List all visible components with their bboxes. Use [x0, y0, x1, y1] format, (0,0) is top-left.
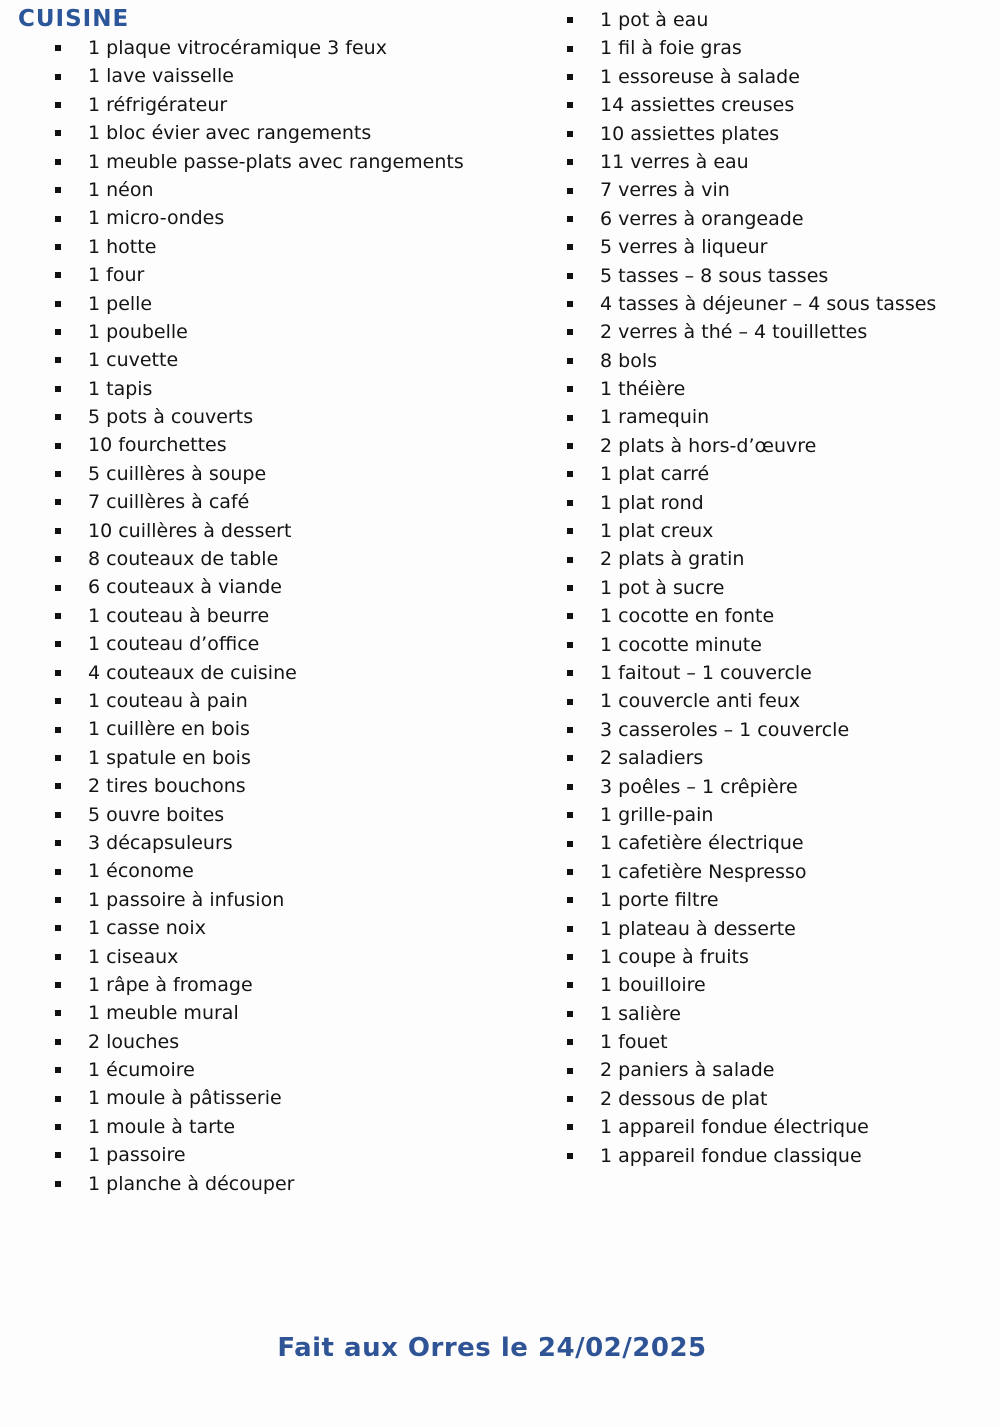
list-item: [55, 119, 464, 147]
list-item-label: 8 bols: [600, 349, 657, 372]
square-bullet-icon: [55, 1124, 61, 1130]
list-item: [55, 460, 464, 488]
list-item-label: 1 pelle: [88, 292, 153, 315]
list-item: [567, 971, 936, 999]
list-item-label: 1 spatule en bois: [88, 746, 251, 769]
square-bullet-icon: [55, 925, 61, 931]
list-item: [55, 943, 464, 971]
list-item-label: 2 paniers à salade: [600, 1059, 775, 1082]
list-item: [55, 545, 464, 573]
square-bullet-icon: [567, 613, 573, 619]
list-item: [55, 91, 464, 119]
square-bullet-icon: [567, 329, 573, 335]
square-bullet-icon: [567, 159, 573, 165]
list-item-label: 10 fourchettes: [88, 434, 227, 457]
list-item-label: 1 passoire à infusion: [88, 888, 285, 911]
square-bullet-icon: [55, 187, 61, 193]
list-item: [55, 630, 464, 658]
square-bullet-icon: [55, 471, 61, 477]
list-item: [567, 517, 936, 545]
square-bullet-icon: [55, 499, 61, 505]
list-item-label: 1 bloc évier avec rangements: [88, 122, 372, 145]
list-item: [55, 999, 464, 1027]
square-bullet-icon: [567, 528, 573, 534]
square-bullet-icon: [55, 897, 61, 903]
list-item-label: 1 micro-ondes: [88, 207, 225, 230]
list-item-label: 5 cuillères à soupe: [88, 462, 267, 485]
square-bullet-icon: [567, 784, 573, 790]
list-item: [55, 829, 464, 857]
square-bullet-icon: [567, 102, 573, 108]
list-item-label: 2 plats à gratin: [600, 548, 745, 571]
list-item-label: 8 couteaux de table: [88, 548, 279, 571]
list-item-label: 1 porte filtre: [600, 889, 719, 912]
square-bullet-icon: [567, 415, 573, 421]
list-item: [55, 290, 464, 318]
list-item-label: 7 verres à vin: [600, 179, 730, 202]
square-bullet-icon: [567, 443, 573, 449]
square-bullet-icon: [55, 443, 61, 449]
list-item-label: 1 casse noix: [88, 917, 206, 940]
square-bullet-icon: [55, 698, 61, 704]
list-item: [55, 1170, 464, 1198]
square-bullet-icon: [567, 46, 573, 52]
list-item: [567, 403, 936, 431]
list-item: [55, 204, 464, 232]
list-item: [55, 1113, 464, 1141]
list-item: [567, 1028, 936, 1056]
square-bullet-icon: [55, 272, 61, 278]
footer-date: Fait aux Orres le 24/02/2025: [277, 1333, 707, 1363]
list-item-label: 1 lave vaisselle: [88, 65, 234, 88]
list-item: [55, 1141, 464, 1169]
square-bullet-icon: [55, 556, 61, 562]
list-item: [55, 857, 464, 885]
square-bullet-icon: [567, 301, 573, 307]
list-item-label: 1 meuble mural: [88, 1002, 239, 1025]
list-item: [567, 631, 936, 659]
list-item-label: 5 pots à couverts: [88, 406, 254, 429]
square-bullet-icon: [567, 1011, 573, 1017]
list-item: [567, 858, 936, 886]
list-item-label: 1 plaque vitrocéramique 3 feux: [88, 37, 387, 59]
list-item: [55, 1056, 464, 1084]
page-title: CUISINE: [18, 6, 130, 32]
list-item: [567, 1113, 936, 1141]
square-bullet-icon: [55, 755, 61, 761]
list-item-label: 1 néon: [88, 178, 154, 201]
square-bullet-icon: [567, 386, 573, 392]
list-item: [567, 318, 936, 346]
list-item-label: 10 cuillères à dessert: [88, 519, 292, 542]
list-item: [55, 517, 464, 545]
list-item-label: 10 assiettes plates: [600, 122, 780, 145]
square-bullet-icon: [567, 1153, 573, 1159]
list-item-label: 14 assiettes creuses: [600, 94, 795, 117]
list-item-label: 1 essoreuse à salade: [600, 65, 800, 88]
square-bullet-icon: [567, 954, 573, 960]
list-item-label: 1 salière: [600, 1002, 682, 1025]
square-bullet-icon: [55, 386, 61, 392]
list-item: [567, 545, 936, 573]
list-item: [55, 403, 464, 431]
list-item: [55, 573, 464, 601]
square-bullet-icon: [567, 670, 573, 676]
square-bullet-icon: [567, 1124, 573, 1130]
list-item: [567, 687, 936, 715]
square-bullet-icon: [55, 1152, 61, 1158]
square-bullet-icon: [55, 1181, 61, 1187]
list-item: [55, 34, 464, 62]
square-bullet-icon: [567, 1096, 573, 1102]
list-item: [55, 261, 464, 289]
square-bullet-icon: [55, 1039, 61, 1045]
square-bullet-icon: [55, 159, 61, 165]
square-bullet-icon: [55, 301, 61, 307]
list-item-label: 1 couteau à pain: [88, 689, 248, 712]
square-bullet-icon: [567, 642, 573, 648]
list-item-label: 1 faitout – 1 couvercle: [600, 661, 812, 684]
list-item-label: 1 économe: [88, 860, 194, 883]
square-bullet-icon: [567, 869, 573, 875]
list-item: [567, 886, 936, 914]
list-item-label: 5 verres à liqueur: [600, 236, 768, 259]
list-item-label: 1 moule à pâtisserie: [88, 1087, 282, 1110]
square-bullet-icon: [55, 102, 61, 108]
square-bullet-icon: [567, 471, 573, 477]
list-item: [567, 6, 936, 34]
square-bullet-icon: [567, 273, 573, 279]
list-item: [55, 772, 464, 800]
list-item-label: 1 cafetière Nespresso: [600, 860, 807, 883]
list-item-label: 1 réfrigérateur: [88, 93, 228, 116]
list-item-label: 1 cuillère en bois: [88, 718, 250, 741]
list-item: [567, 574, 936, 602]
list-item: [55, 886, 464, 914]
square-bullet-icon: [567, 1068, 573, 1074]
list-item-label: 1 hotte: [88, 235, 157, 258]
list-item-label: 1 four: [88, 264, 145, 287]
square-bullet-icon: [55, 670, 61, 676]
list-item-label: 11 verres à eau: [600, 150, 749, 173]
list-item-label: 5 ouvre boites: [88, 803, 225, 826]
list-item-label: 1 écumoire: [88, 1059, 195, 1082]
list-item: [567, 262, 936, 290]
list-item: [567, 602, 936, 630]
square-bullet-icon: [567, 897, 573, 903]
square-bullet-icon: [55, 812, 61, 818]
square-bullet-icon: [567, 500, 573, 506]
list-item-label: 6 couteaux à viande: [88, 576, 282, 599]
list-item-label: 4 couteaux de cuisine: [88, 661, 297, 684]
list-item-label: 1 couteau d’office: [88, 633, 260, 656]
list-item-label: 3 casseroles – 1 couvercle: [600, 718, 850, 741]
square-bullet-icon: [567, 358, 573, 364]
list-item-label: 1 moule à tarte: [88, 1115, 236, 1138]
list-item: [567, 63, 936, 91]
list-item: [567, 659, 936, 687]
square-bullet-icon: [567, 841, 573, 847]
list-item: [55, 659, 464, 687]
list-item: [567, 801, 936, 829]
list-item-label: 1 plat carré: [600, 463, 710, 486]
list-item-label: 3 décapsuleurs: [88, 831, 233, 854]
list-item: [567, 773, 936, 801]
square-bullet-icon: [567, 982, 573, 988]
square-bullet-icon: [567, 812, 573, 818]
square-bullet-icon: [567, 74, 573, 80]
square-bullet-icon: [567, 216, 573, 222]
list-item: [55, 318, 464, 346]
square-bullet-icon: [55, 357, 61, 363]
list-item-label: 2 saladiers: [600, 747, 704, 770]
list-item-label: 1 plat creux: [600, 520, 714, 543]
square-bullet-icon: [55, 130, 61, 136]
list-item: [55, 488, 464, 516]
list-item: [55, 1028, 464, 1056]
list-item: [567, 148, 936, 176]
list-item: [567, 829, 936, 857]
list-item: [567, 347, 936, 375]
list-item: [567, 290, 936, 318]
square-bullet-icon: [55, 1010, 61, 1016]
list-item: [567, 120, 936, 148]
list-item: [567, 176, 936, 204]
list-item-label: 1 poubelle: [88, 320, 188, 343]
list-item-label: 1 cocotte minute: [600, 633, 762, 656]
list-item-label: 5 tasses – 8 sous tasses: [600, 264, 829, 287]
list-item-label: 1 pot à sucre: [600, 576, 725, 599]
square-bullet-icon: [55, 74, 61, 80]
square-bullet-icon: [567, 188, 573, 194]
list-item-label: 1 coupe à fruits: [600, 945, 749, 968]
square-bullet-icon: [55, 329, 61, 335]
list-item: [55, 346, 464, 374]
list-item-label: 1 râpe à fromage: [88, 973, 253, 996]
list-item: [55, 715, 464, 743]
square-bullet-icon: [55, 45, 61, 51]
list-item: [567, 460, 936, 488]
list-item-label: 1 meuble passe-plats avec rangements: [88, 150, 464, 173]
list-item-label: 1 couvercle anti feux: [600, 690, 801, 713]
list-item-label: 1 pot à eau: [600, 9, 709, 31]
list-item: [55, 148, 464, 176]
list-item: [55, 375, 464, 403]
list-item: [55, 744, 464, 772]
list-item-label: 1 théière: [600, 378, 686, 401]
list-item-label: 1 appareil fondue électrique: [600, 1116, 869, 1139]
square-bullet-icon: [567, 727, 573, 733]
inventory-list-left: [55, 34, 464, 1198]
list-item: [567, 915, 936, 943]
square-bullet-icon: [55, 585, 61, 591]
list-item-label: 1 couteau à beurre: [88, 604, 270, 627]
list-item: [55, 602, 464, 630]
square-bullet-icon: [55, 613, 61, 619]
list-item: [55, 971, 464, 999]
list-item: [567, 205, 936, 233]
list-item-label: 1 cuvette: [88, 349, 179, 372]
list-item: [567, 1085, 936, 1113]
list-item-label: 1 plateau à desserte: [600, 917, 796, 940]
list-item-label: 1 tapis: [88, 377, 153, 400]
list-item: [567, 716, 936, 744]
square-bullet-icon: [55, 982, 61, 988]
square-bullet-icon: [567, 244, 573, 250]
list-item: [567, 1142, 936, 1170]
list-item-label: 6 verres à orangeade: [600, 207, 804, 230]
list-item: [567, 432, 936, 460]
list-item: [55, 233, 464, 261]
square-bullet-icon: [55, 727, 61, 733]
list-item-label: 4 tasses à déjeuner – 4 sous tasses: [600, 292, 937, 315]
list-item: [55, 914, 464, 942]
square-bullet-icon: [567, 557, 573, 563]
inventory-list-right: [567, 6, 936, 1170]
list-item: [55, 431, 464, 459]
list-item-label: 1 grille-pain: [600, 803, 714, 826]
list-item-label: 1 plat rond: [600, 491, 704, 514]
square-bullet-icon: [55, 216, 61, 222]
square-bullet-icon: [55, 783, 61, 789]
square-bullet-icon: [567, 699, 573, 705]
list-item: [567, 375, 936, 403]
list-item: [567, 1056, 936, 1084]
list-item-label: 2 plats à hors-d’œuvre: [600, 434, 817, 457]
square-bullet-icon: [567, 17, 573, 23]
square-bullet-icon: [567, 1039, 573, 1045]
list-item: [55, 687, 464, 715]
list-item-label: 1 fouet: [600, 1031, 668, 1054]
list-item: [567, 1000, 936, 1028]
square-bullet-icon: [567, 585, 573, 591]
square-bullet-icon: [55, 869, 61, 875]
list-item: [567, 34, 936, 62]
list-item-label: 2 tires bouchons: [88, 775, 246, 798]
list-item-label: 1 appareil fondue classique: [600, 1144, 862, 1167]
list-item-label: 7 cuillères à café: [88, 491, 250, 514]
list-item-label: 1 fil à foie gras: [600, 37, 742, 60]
list-item-label: 1 passoire: [88, 1144, 186, 1167]
list-item: [55, 1084, 464, 1112]
square-bullet-icon: [567, 755, 573, 761]
list-item: [55, 801, 464, 829]
list-item-label: 2 verres à thé – 4 touillettes: [600, 321, 868, 344]
square-bullet-icon: [55, 414, 61, 420]
list-item-label: 1 bouilloire: [600, 974, 706, 997]
list-item-label: 1 cafetière électrique: [600, 832, 804, 855]
list-item-label: 2 louches: [88, 1030, 180, 1053]
list-item-label: 1 planche à découper: [88, 1172, 295, 1195]
square-bullet-icon: [55, 1067, 61, 1073]
list-item: [567, 489, 936, 517]
list-item: [567, 233, 936, 261]
list-item-label: 2 dessous de plat: [600, 1087, 768, 1110]
square-bullet-icon: [55, 641, 61, 647]
square-bullet-icon: [55, 244, 61, 250]
square-bullet-icon: [567, 131, 573, 137]
square-bullet-icon: [55, 1096, 61, 1102]
square-bullet-icon: [567, 926, 573, 932]
list-item-label: 3 poêles – 1 crêpière: [600, 775, 798, 798]
list-item: [567, 91, 936, 119]
list-item: [567, 744, 936, 772]
list-item: [55, 176, 464, 204]
list-item-label: 1 cocotte en fonte: [600, 605, 775, 628]
list-item: [55, 62, 464, 90]
square-bullet-icon: [55, 954, 61, 960]
list-item-label: 1 ramequin: [600, 406, 710, 429]
square-bullet-icon: [55, 528, 61, 534]
list-item-label: 1 ciseaux: [88, 945, 179, 968]
square-bullet-icon: [55, 840, 61, 846]
list-item: [567, 943, 936, 971]
